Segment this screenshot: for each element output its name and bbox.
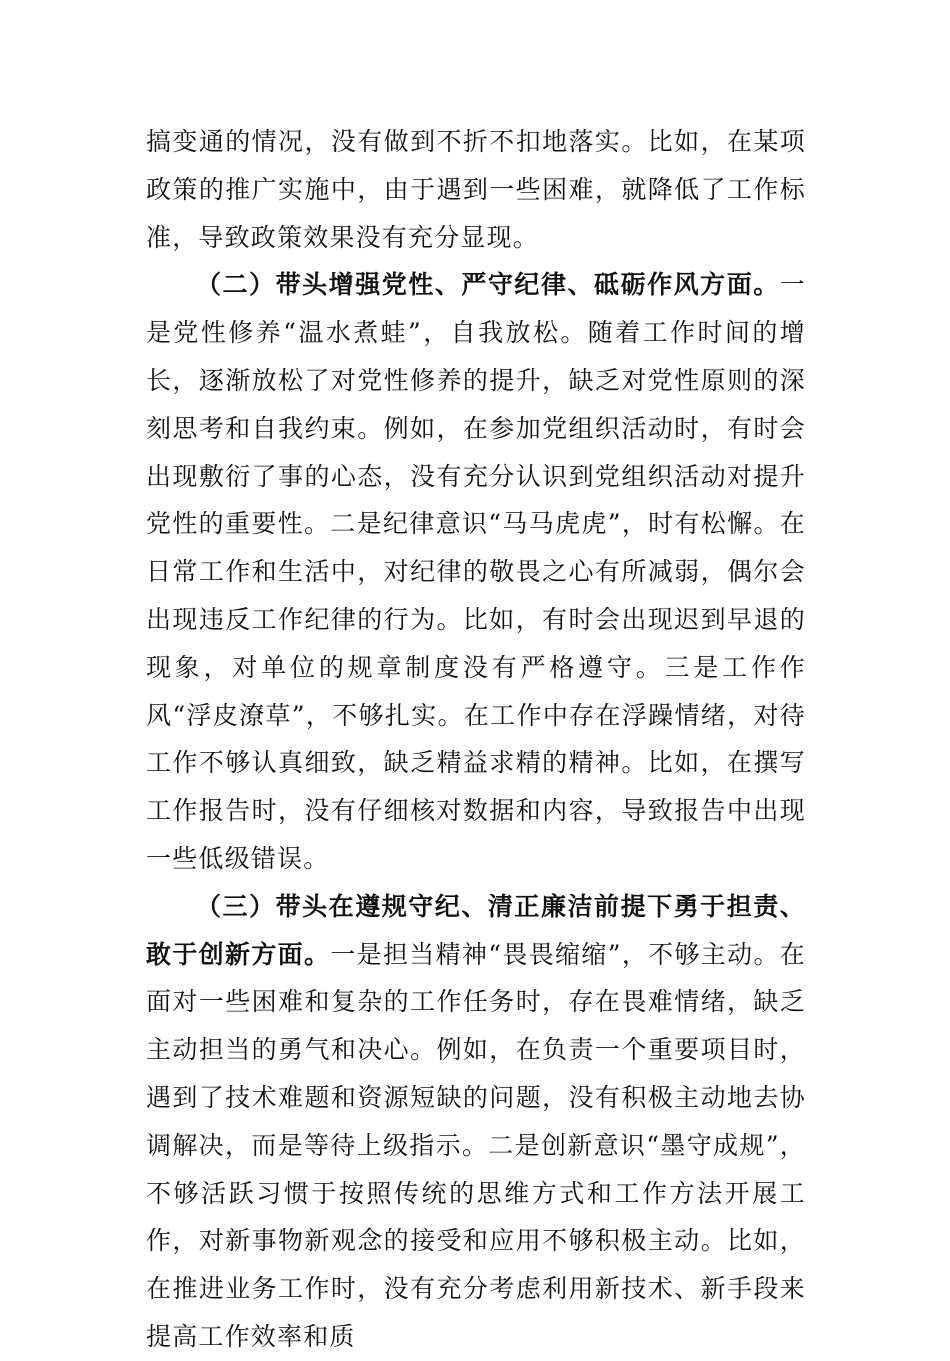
section-3-heading: （三）带头在遵规守纪、清正廉洁前提下勇于担责、敢于创新方面。 (146, 891, 806, 969)
paragraph-section-2 (146, 261, 806, 882)
paragraph-continuation (146, 118, 806, 261)
paragraph-section-3 (146, 883, 806, 1361)
document-body (146, 118, 806, 1361)
section-2-heading: （二）带头增强党性、严守纪律、砥砺作风方面。 (196, 270, 780, 300)
paragraph-1-text: 搞变通的情况，没有做到不折不扣地落实。比如，在某项政策的推广实施中，由于遇到一些困难，就降低了工作标准，导致政策效果没有充分显现。 (146, 127, 806, 252)
section-3-text: 一是担当精神“畏畏缩缩”，不够主动。在面对一些困难和复杂的工作任务时，存在畏难情绪，缺乏主动担当的勇气和决心。例如，在负责一个重要项目时，遇到了技术难题和资源短缺的问题，没有积极主动地去协调解决，而是等待上级指示。二是创新意识“墨守成规”，不够活跃习惯于按照传统的思维方式和工作方法开展工作，对新事物新观念的接受和应用不够积极主动。比如，在推进业务工作时，没有充分考虑利用新技术、新手段来提高工作效率和质 (146, 939, 806, 1351)
section-2-text: 一是党性修养“温水煮蛙”，自我放松。随着工作时间的增长，逐渐放松了对党性修养的提升，缺乏对党性原则的深刻思考和自我约束。例如，在参加党组织活动时，有时会出现敷衍了事的心态，没有充分认识到党组织活动对提升党性的重要性。二是纪律意识“马马虎虎”，时有松懈。在日常工作和生活中，对纪律的敬畏之心有所减弱，偶尔会出现违反工作纪律的行为。比如，有时会出现迟到早退的现象，对单位的规章制度没有严格遵守。三是工作作风“浮皮潦草”，不够扎实。在工作中存在浮躁情绪，对待工作不够认真细致，缺乏精益求精的精神。比如，在撰写工作报告时，没有仔细核对数据和内容，导致报告中出现一些低级错误。 (146, 270, 806, 873)
